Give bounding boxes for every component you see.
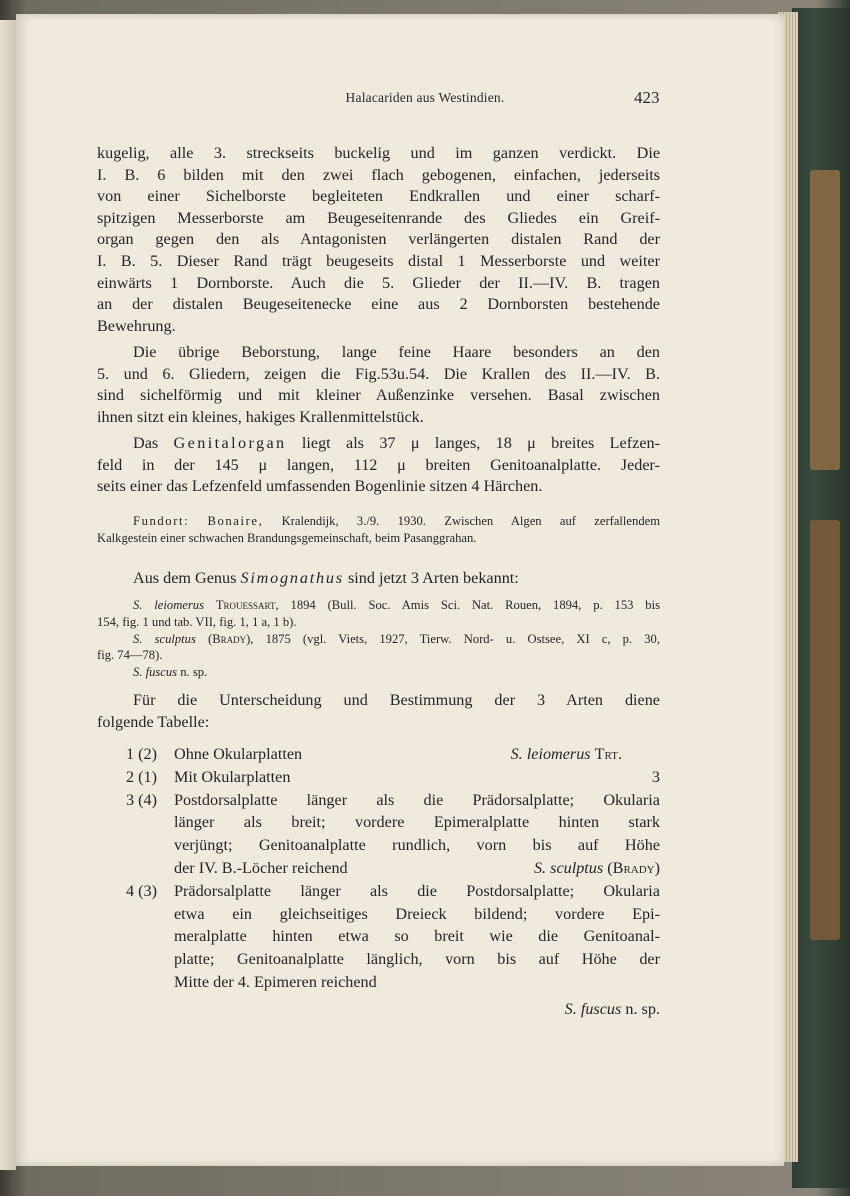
key-text: Mitte der 4. Epimeren reichend [174, 972, 377, 991]
genus-intro [97, 568, 660, 590]
key-text: Prädorsalplatte länger als die Postdorsalplatte; Okularia [174, 881, 660, 900]
species-references [97, 597, 661, 681]
author: n. sp. [625, 999, 660, 1018]
text-line: kugelig, alle 3. streckseits buckelig und im ganzen verdickt. Die [97, 144, 660, 162]
text-line [97, 568, 660, 590]
key-entry-1 [126, 743, 660, 766]
text-segment: Das [133, 434, 174, 452]
key-result: 3 [651, 767, 660, 786]
reference-line [133, 631, 660, 648]
tape-strip [810, 170, 840, 470]
species-name: S. leiomerus [133, 598, 204, 612]
species-name: S. fuscus [133, 665, 178, 680]
spaced-term: Genitalorgan [173, 434, 287, 452]
key-text [174, 857, 660, 880]
paragraph-2 [97, 342, 660, 428]
text-line: Für die Unterscheidung und Bestimmung der 3 Arten diene [133, 691, 660, 709]
key-number: 4 (3) [126, 881, 158, 900]
text-line: Bewehrung. [97, 316, 176, 335]
text-segment: der IV. B.-Löcher reichend [174, 858, 348, 877]
key-text: Mit Okularplatten [174, 767, 291, 786]
key-entry-3 [126, 789, 660, 880]
key-entry-4 [126, 880, 660, 1021]
key-intro [97, 690, 660, 733]
running-title: Halacariden aus Westindien. [345, 90, 505, 105]
text-line: feld in der 145 μ langen, 112 μ breiten Genitoanalplatte. Jeder- [97, 455, 660, 474]
key-result [511, 743, 622, 766]
text-line: sind sichelförmig und mit kleiner Außenzinke versehen. Basal zwischen [97, 386, 660, 405]
species-name: S. sculptus [133, 631, 196, 646]
text-line: spitzigen Messerborste am Beugeseitenrande des Gliedes ein Greif- [97, 208, 660, 227]
text-line: Die übrige Beborstung, lange feine Haare besonders an den [133, 343, 660, 361]
text-segment: 1875 (vgl. Viets, 1927, Tierw. Nord- u. Ostsee, XI c, p. 30, [253, 631, 660, 646]
text-line: 5. und 6. Gliedern, zeigen die Fig.53u.54. Die Krallen des II.—IV. B. [97, 364, 660, 383]
text-segment: Kralendijk, 3./9. 1930. Zwischen Algen auf zerfallendem [263, 514, 660, 528]
text-line [97, 433, 660, 455]
key-entry-2 [126, 766, 660, 789]
key-result [565, 998, 660, 1021]
key-text: verjüngt; Genitoanalplatte rundlich, vorn bis auf Höhe [174, 836, 660, 855]
tape-strip [810, 520, 840, 940]
key-number: 3 (4) [126, 790, 158, 809]
fundort-block [97, 513, 660, 547]
reference-line [133, 597, 660, 614]
genus-name: Simognathus [240, 569, 344, 587]
reference-line: fig. 74—78). [97, 648, 163, 663]
fundort-line: Kalkgestein einer schwachen Brandungsgemeinschaft, beim Pasanggrahan. [97, 530, 477, 545]
author: (Brady) [607, 858, 660, 877]
identification-key [126, 743, 660, 1021]
fundort-line [133, 513, 660, 530]
text-line: I. B. 6 bilden mit den zwei flach gebogenen, einfachen, jederseits [97, 165, 660, 184]
text-line: ihnen sitzt ein kleines, hakiges Krallenmittelstück. [97, 407, 424, 426]
text-line: an der distalen Beugeseitenecke eine aus 2 Dornborsten bestehende [97, 295, 660, 314]
key-text: länger als breit; vordere Epimeralplatte hinten stark [174, 813, 660, 832]
key-text: platte; Genitoanalplatte länglich, vorn bis auf Höhe der [174, 950, 660, 969]
key-result [534, 857, 660, 880]
author: Trouessart, [215, 598, 279, 612]
author: (Brady), [208, 631, 254, 646]
fundort-place: Bonaire, [207, 514, 264, 528]
key-number: 2 (1) [126, 767, 158, 786]
key-text [174, 998, 660, 1021]
text-segment: n. sp. [177, 665, 208, 680]
text-line: I. B. 5. Dieser Rand trägt beugeseits distal 1 Messerborste und weiter [97, 251, 660, 270]
text-segment: Aus dem Genus [133, 569, 241, 587]
reference-line: 154, fig. 1 und tab. VII, fig. 1, 1 a, 1 b). [97, 614, 297, 629]
reference-line [133, 664, 660, 681]
page-number: 423 [634, 88, 660, 107]
text-line: einwärts 1 Dornborste. Auch die 5. Glieder der II.—IV. B. tragen [97, 273, 660, 292]
key-text: etwa ein gleichseitiges Dreieck bildend; vordere Epi- [174, 904, 660, 923]
key-number: 1 (2) [126, 745, 158, 763]
paragraph-1 [97, 143, 660, 337]
key-text: Ohne Okularplatten [174, 745, 303, 763]
species-name: S. sculptus [533, 858, 604, 877]
fundort-label: Fundort: [133, 514, 190, 528]
key-text: meralplatte hinten etwa so breit wie die Genitoanal- [174, 927, 660, 946]
text-segment: sind jetzt 3 Arten bekannt: [343, 569, 519, 587]
author: Trt. [594, 745, 622, 763]
species-name: S. fuscus [564, 999, 622, 1018]
left-page-edge [0, 20, 16, 1170]
text-line: von einer Sichelborste begleiteten Endkrallen und einer scharf- [97, 187, 660, 206]
species-name: S. leiomerus [510, 745, 591, 763]
text-segment: 1894 (Bull. Soc. Amis Sci. Nat. Rouen, 1894, p. 153 bis [278, 598, 661, 612]
text-segment: liegt als 37 μ langes, 18 μ breites Lefzen- [286, 434, 660, 452]
key-text: Postdorsalplatte länger als die Prädorsalplatte; Okularia [174, 790, 660, 809]
text-line: folgende Tabelle: [97, 712, 210, 731]
paragraph-3 [97, 433, 660, 498]
text-line: seits einer das Lefzenfeld umfassenden Bogenlinie sitzen 4 Härchen. [97, 477, 543, 496]
text-line: organ gegen den als Antagonisten verlängerten distalen Rand der [97, 230, 660, 249]
